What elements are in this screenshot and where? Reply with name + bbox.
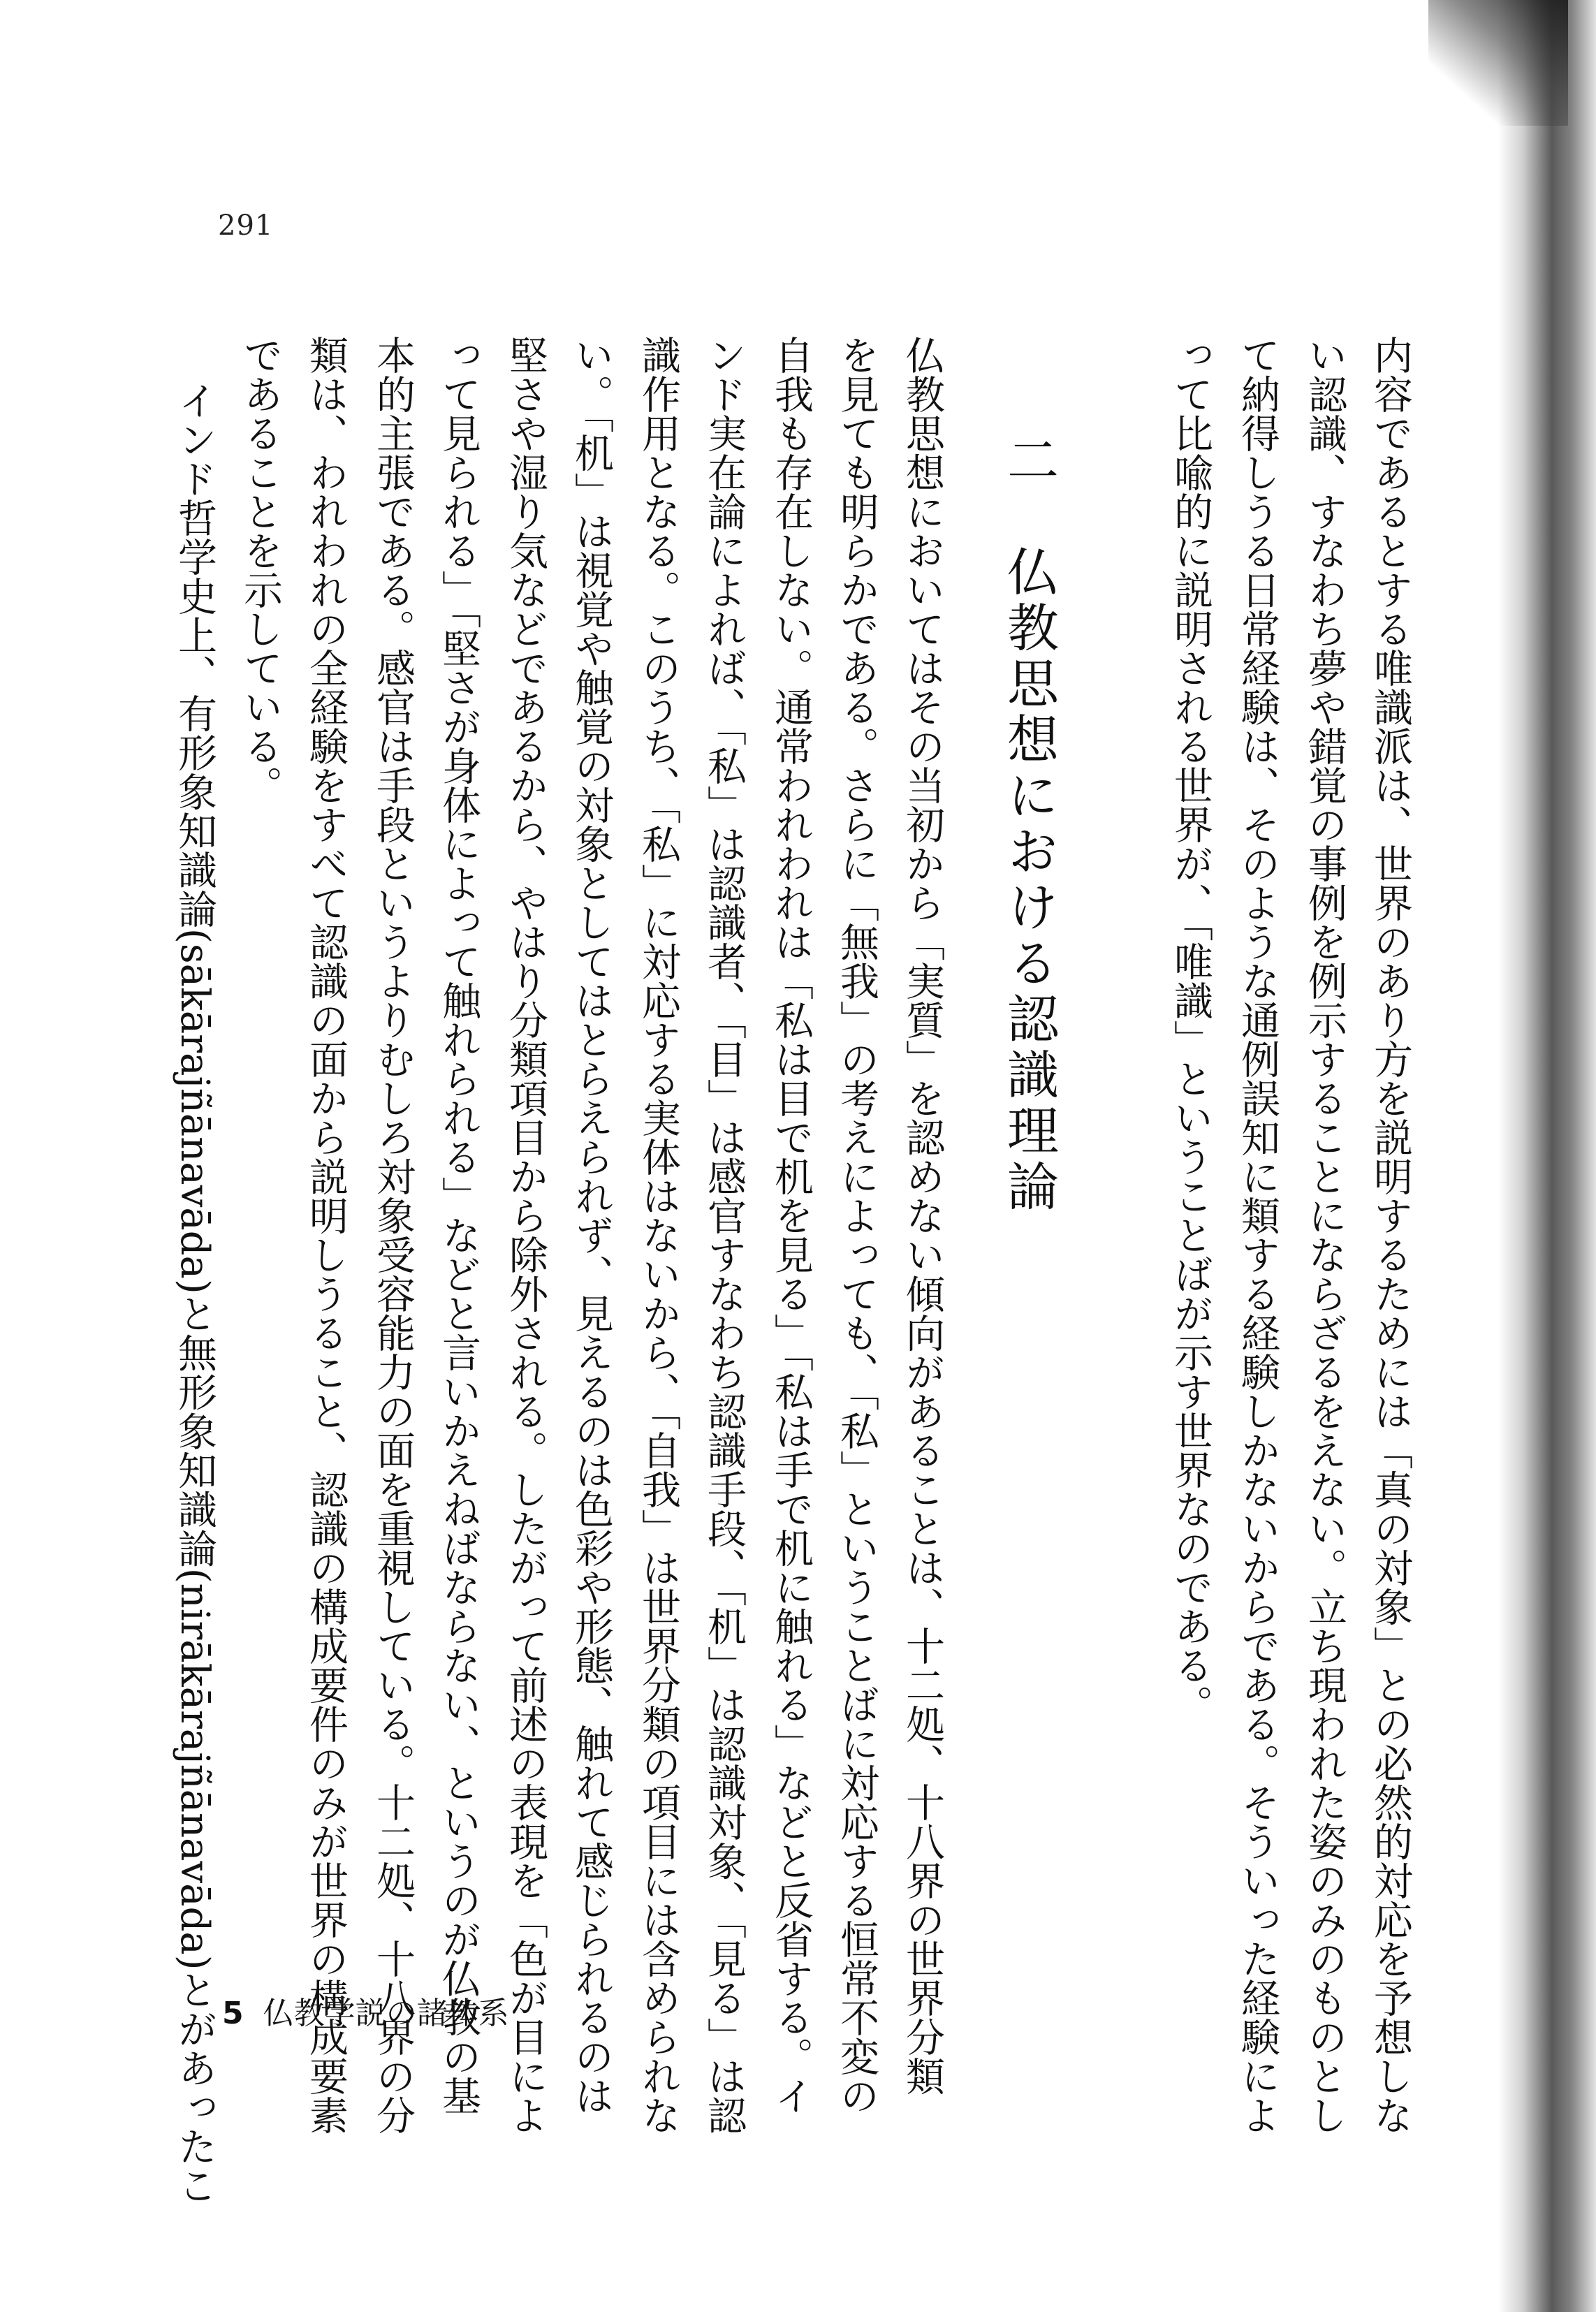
text-column: ンド実在論によれば、「私」は認識者、「目」は感官すなわち認識手段、「机」は認識対象、「見る」は認	[701, 335, 747, 2135]
binding-shadow-corner	[1428, 0, 1568, 126]
page-number: 291	[218, 210, 274, 242]
chapter-footer	[222, 1988, 509, 2033]
text-column: 識作用となる。このうち、「私」に対応する実体はないから、「自我」は世界分類の項目には含められな	[636, 335, 681, 2135]
text-column: であることを示している。	[237, 335, 283, 805]
binding-shadow	[1498, 0, 1596, 2312]
text-column: インド哲学史上、有形象知識論(sākārajñānavāda)と無形象知識論(nirākārajñānavāda)とがあったこ	[172, 381, 217, 2205]
text-column: 堅さや湿り気などであるから、やはり分類項目から除外される。したがって前述の表現を「色が目によ	[503, 335, 548, 2135]
text-column: い。「机」は視覚や触覚の対象としてはとらえられず、見えるのは色彩や形態、触れて感じられるのは	[569, 335, 614, 2115]
text-column: い認識、すなわち夢や錯覚の事例を例示することにならざるをえない。立ち現われた姿のみのものとし	[1302, 335, 1347, 2135]
text-column: って見られる」「堅さが身体によって触れられる」などと言いかえねばならない、というのが仏教の基	[436, 335, 481, 2115]
text-column: て納得しうる日常経験は、そのような通例誤知に類する経験しかないからである。そういった経験によ	[1235, 335, 1280, 2135]
chapter-number: 5	[222, 1996, 244, 2031]
text-column: って比喩的に説明される世界が、「唯識」ということばが示す世界なのである。	[1168, 335, 1213, 1724]
section-heading: 二 仏教思想における認識理論	[999, 433, 1059, 1215]
chapter-title: 仏教学説の諸体系	[263, 1996, 509, 2031]
text-column: 類は、われわれの全経験をすべて認識の面から説明しうること、認識の構成要件のみが世界の構成要素	[303, 335, 349, 2135]
text-column: 内容であるとする唯識派は、世界のあり方を説明するためには「真の対象」との必然的対応を予想しな	[1368, 335, 1413, 2135]
text-column: 仏教思想においてはその当初から「実質」を認めない傾向があることは、十二処、十八界の世界分類	[900, 335, 945, 2095]
text-column: 本的主張である。感官は手段というよりむしろ対象受容能力の面を重視している。十二処、十八界の分	[370, 335, 416, 2135]
text-column: 自我も存在しない。通常われわれは「私は目で机を見る」「私は手で机に触れる」などと反省する。イ	[768, 335, 814, 2115]
text-column: を見ても明らかである。さらに「無我」の考えによっても、「私」ということばに対応する恒常不変の	[834, 335, 879, 2115]
